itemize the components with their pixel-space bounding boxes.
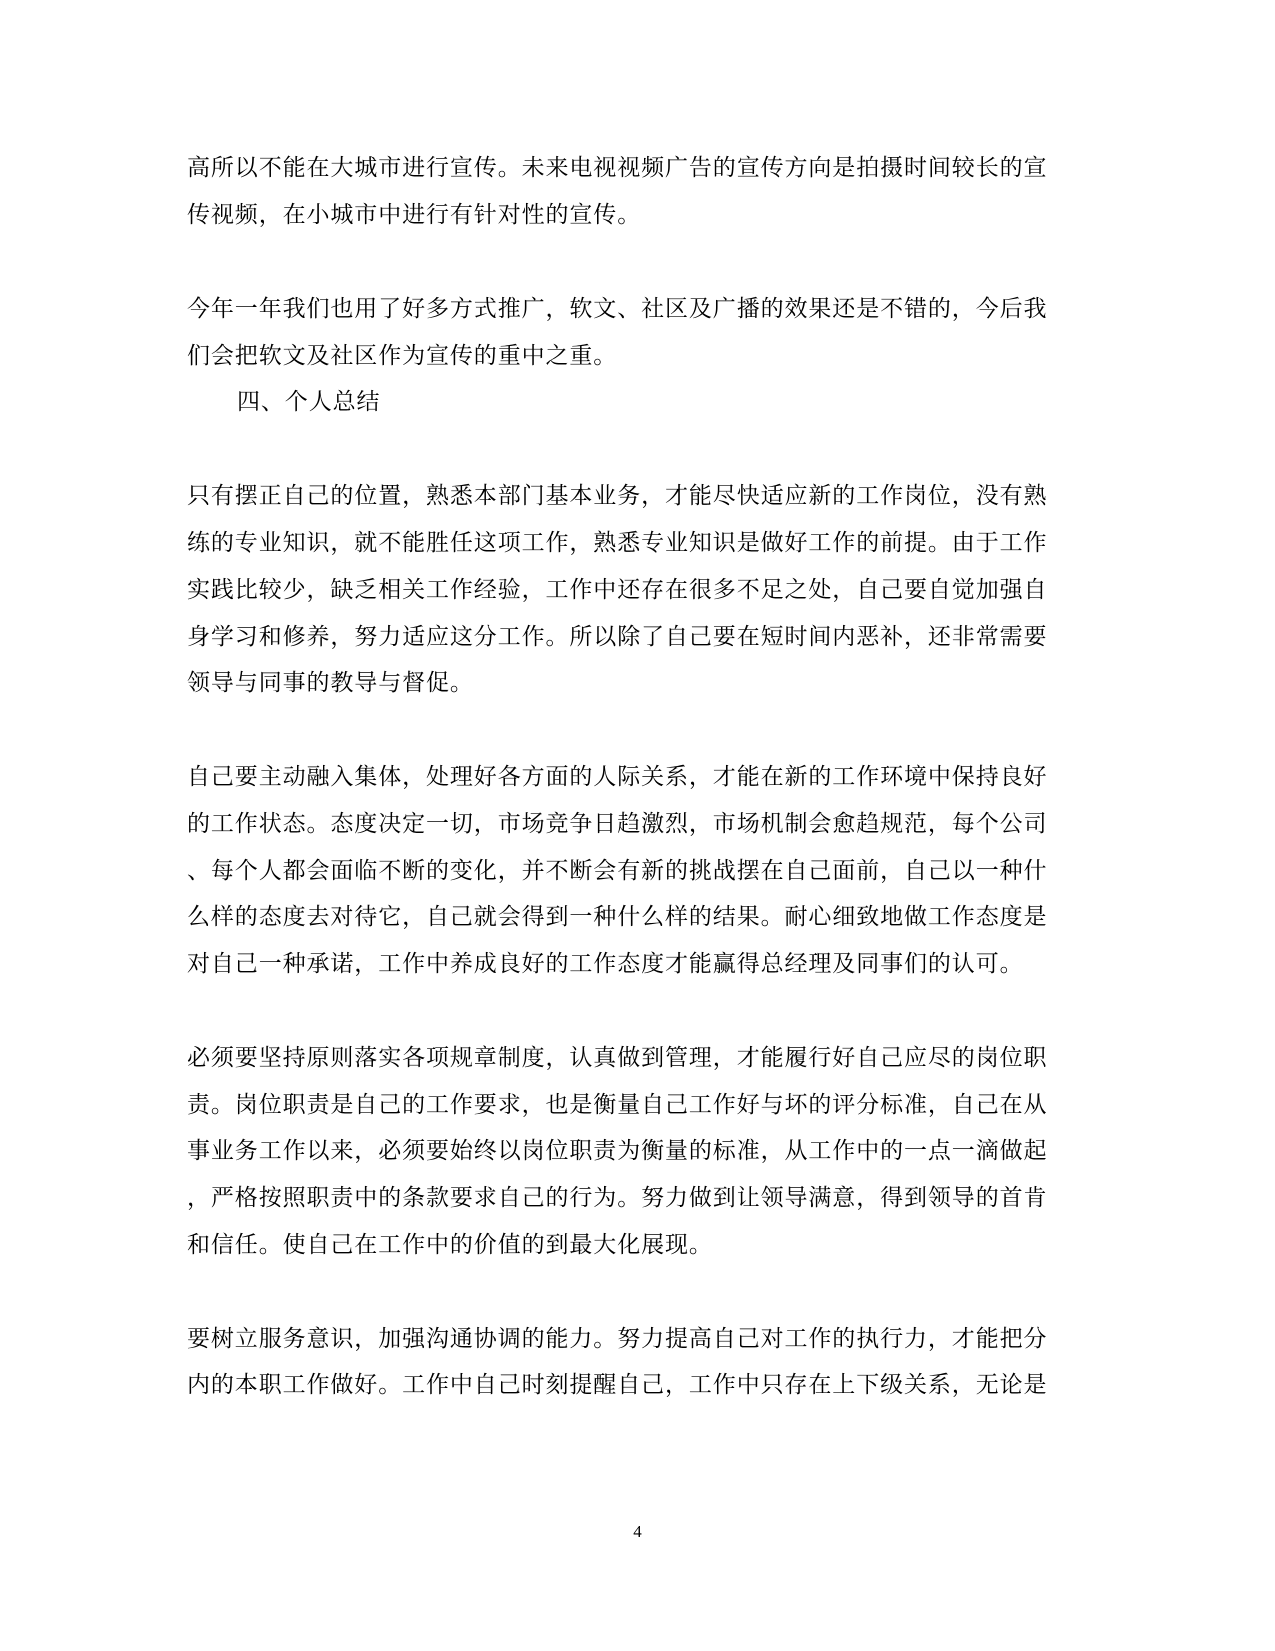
- text-line: 只有摆正自己的位置，熟悉本部门基本业务，才能尽快适应新的工作岗位，没有熟: [187, 483, 1048, 509]
- text-line: 要树立服务意识，加强沟通协调的能力。努力提高自己对工作的执行力，才能把分: [187, 1326, 1048, 1352]
- text-line: 自己要主动融入集体，处理好各方面的人际关系，才能在新的工作环境中保持良好: [187, 764, 1048, 790]
- text-line: 传视频，在小城市中进行有针对性的宣传。: [187, 202, 642, 228]
- text-line: 实践比较少，缺乏相关工作经验，工作中还存在很多不足之处，自己要自觉加强自: [187, 577, 1048, 603]
- text-line: 身学习和修养，努力适应这分工作。所以除了自己要在短时间内恶补，还非常需要: [187, 624, 1048, 650]
- text-line: 的工作状态。态度决定一切，市场竞争日趋激烈，市场机制会愈趋规范，每个公司: [187, 811, 1048, 837]
- text-line: 今年一年我们也用了好多方式推广，软文、社区及广播的效果还是不错的，今后我: [187, 296, 1048, 322]
- text-line: 领导与同事的教导与督促。: [187, 670, 474, 696]
- text-line: ，严格按照职责中的条款要求自己的行为。努力做到让领导满意，得到领导的首肯: [187, 1185, 1048, 1211]
- text-line: 、每个人都会面临不断的变化，并不断会有新的挑战摆在自己面前，自己以一种什: [187, 858, 1048, 884]
- section-heading: 四、个人总结: [237, 389, 381, 415]
- text-line: 们会把软文及社区作为宣传的重中之重。: [187, 343, 618, 369]
- text-line: 对自己一种承诺，工作中养成良好的工作态度才能赢得总经理及同事们的认可。: [187, 951, 1024, 977]
- text-line: 练的专业知识，就不能胜任这项工作，熟悉专业知识是做好工作的前提。由于工作: [187, 530, 1048, 556]
- text-line: 和信任。使自己在工作中的价值的到最大化展现。: [187, 1232, 713, 1258]
- text-line: 内的本职工作做好。工作中自己时刻提醒自己，工作中只存在上下级关系，无论是: [187, 1372, 1048, 1398]
- text-line: 高所以不能在大城市进行宣传。未来电视视频广告的宣传方向是拍摄时间较长的宣: [187, 155, 1048, 181]
- text-line: 么样的态度去对待它，自己就会得到一种什么样的结果。耐心细致地做工作态度是: [187, 904, 1048, 930]
- page-number: 4: [633, 1522, 642, 1541]
- text-line: 责。岗位职责是自己的工作要求，也是衡量自己工作好与坏的评分标准，自己在从: [187, 1092, 1048, 1118]
- text-line: 必须要坚持原则落实各项规章制度，认真做到管理，才能履行好自己应尽的岗位职: [187, 1045, 1048, 1071]
- text-line: 事业务工作以来，必须要始终以岗位职责为衡量的标准，从工作中的一点一滴做起: [187, 1138, 1048, 1164]
